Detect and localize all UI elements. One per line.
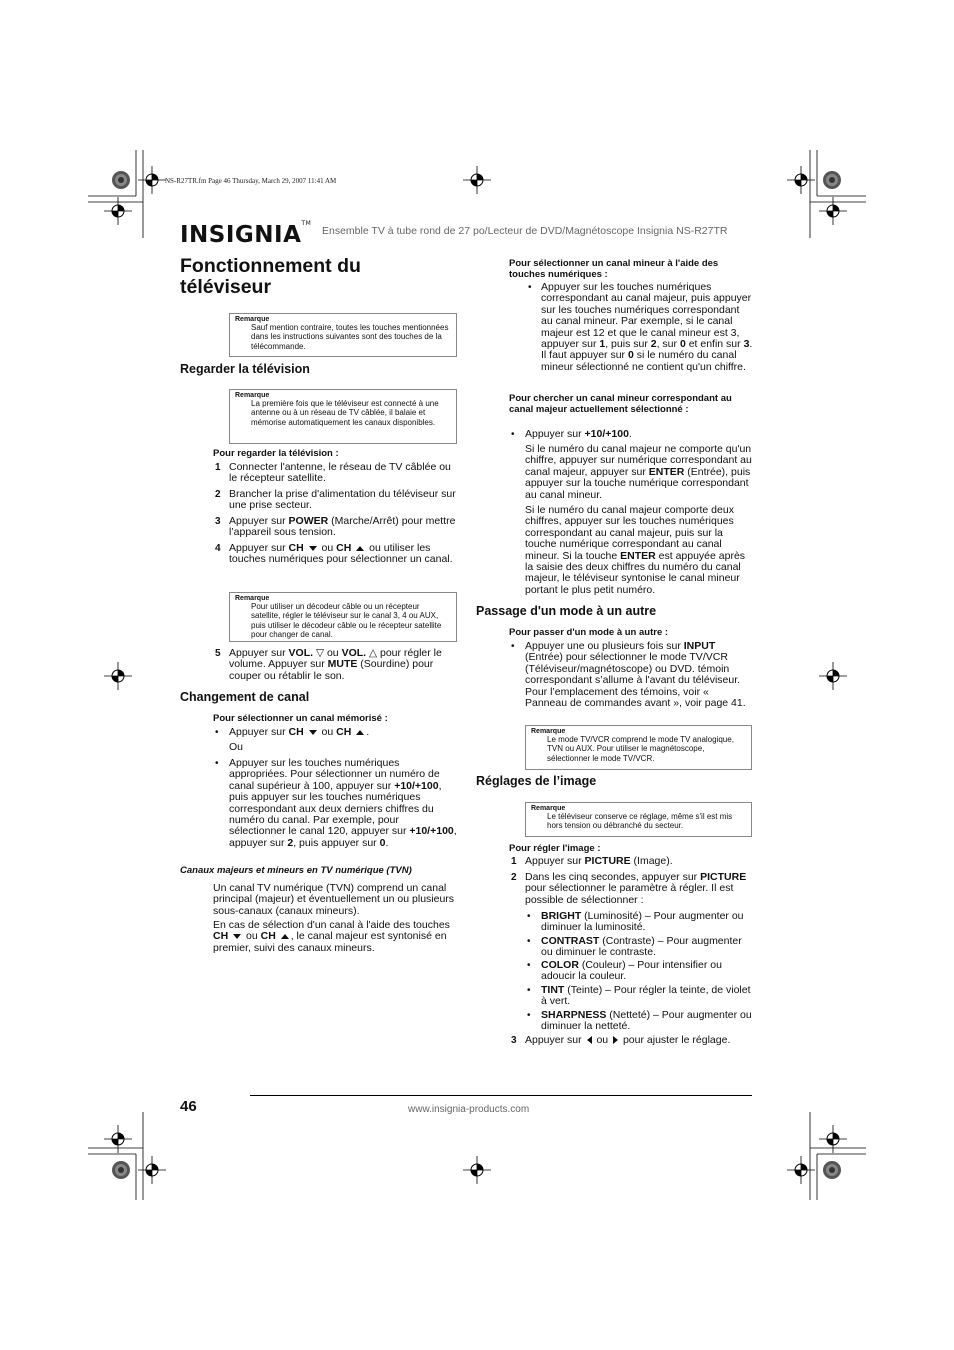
- procedure-heading: Pour sélectionner un canal mémorisé :: [213, 713, 388, 724]
- step-number: 1: [511, 856, 517, 867]
- brand-name: INSIGNIA: [180, 222, 302, 248]
- note-label: Remarque: [235, 392, 270, 399]
- trademark: TM: [301, 220, 312, 227]
- procedure-heading: Pour chercher un canal mineur correspondant au canal majeur actuellement sélectionné :: [509, 393, 732, 415]
- bullet: •: [215, 727, 219, 738]
- bullet-text: COLOR (Couleur) – Pour intensifier ou adoucir la couleur.: [541, 959, 722, 983]
- section-heading: Passage d'un mode à un autre: [476, 604, 657, 618]
- procedure-heading: Pour regarder la télévision :: [213, 448, 339, 459]
- note-text: La première fois que le téléviseur est connecté à une antenne ou à un réseau de TV câblée, il balaie et mémorise automatiquement les canaux disponibles.: [251, 399, 439, 427]
- up-arrow-icon: [356, 546, 364, 551]
- paragraph: En cas de sélection d'un canal à l'aide des touches CH ou CH , le canal majeur est syntonisé en premier, suivi des canaux mineurs.: [213, 919, 450, 954]
- or-text: Ou: [229, 741, 244, 753]
- paragraph: Si le numéro du canal majeur comporte deux chiffres, appuyer sur les touches numériques correspondant au canal majeur, puis sur la touche numérique correspondant au canal mineur. Si la touche ENTER est appuyée après la saisie des deux chiffres du numéro du canal majeur, le téléviseur syntonise le canal mineur portant le plus petit numéro.: [525, 504, 746, 596]
- up-arrow-icon: [281, 934, 289, 939]
- step-text: Appuyer sur CH ou CH ou utiliser les touches numériques pour sélectionner un canal.: [229, 542, 453, 566]
- note-box: [229, 389, 457, 444]
- bullet-text: CONTRAST (Contraste) – Pour augmenter ou diminuer le contraste.: [541, 935, 742, 959]
- bullet: •: [528, 282, 532, 293]
- note-text: Sauf mention contraire, toutes les touches mentionnées dans les instructions suivantes sont des touches de la télécommande.: [251, 323, 449, 351]
- step-text: Connecter l'antenne, le réseau de TV câblée ou le récepteur satellite.: [229, 461, 451, 485]
- bullet: •: [527, 1010, 531, 1021]
- step-number: 1: [215, 462, 221, 473]
- step-text: Appuyer sur POWER (Marche/Arrêt) pour mettre l’appareil sous tension.: [229, 515, 456, 539]
- footer-rule: [250, 1095, 752, 1096]
- footer-url[interactable]: www.insignia-products.com: [408, 1104, 530, 1115]
- down-arrow-icon: [309, 546, 317, 551]
- section-heading: Changement de canal: [180, 690, 310, 704]
- paragraph: Un canal TV numérique (TVN) comprend un canal principal (majeur) et éventuellement un ou plusieurs sous-canaux (canaux mineurs).: [213, 882, 455, 917]
- left-arrow-icon: [587, 1036, 592, 1044]
- note-label: Remarque: [531, 805, 566, 812]
- right-arrow-icon: [613, 1036, 618, 1044]
- note-text: Le mode TV/VCR comprend le mode TV analogique, TVN ou AUX. Pour utiliser le magnétoscope, sélectionner le mode TV/VCR.: [547, 735, 734, 763]
- insignia-logo: [180, 222, 311, 248]
- section-heading: Réglages de l’image: [476, 774, 597, 788]
- note-label: Remarque: [531, 728, 566, 735]
- step-text: Brancher la prise d'alimentation du téléviseur sur une prise secteur.: [229, 488, 456, 512]
- bullet-text: Appuyer une ou plusieurs fois sur INPUT (Entrée) pour sélectionner le mode TV/VCR (Téléviseur/magnétoscope) ou DVD. témoin correspondant s’allume à l'avant du téléviseur. Pour l’emplacement des témoins, voir « Panneau de commandes avant », voir page 41.: [525, 640, 746, 710]
- section-heading: Regarder la télévision: [180, 362, 310, 376]
- bullet-text: Appuyer sur les touches numériques correspondant au canal majeur, puis appuyer sur les touches numériques correspondant au canal mineur. Par exemple, si le canal majeur est 12 et que le canal mineur est 3, appuyer sur 1, puis sur 2, sur 0 et enfin sur 3. Il faut appuyer sur 0 si le numéro du canal mineur sélectionné ne contient qu'un chiffre.: [541, 281, 753, 373]
- note-box: [525, 802, 752, 837]
- note-box: [229, 592, 457, 642]
- step-text: Appuyer sur ou pour ajuster le réglage.: [525, 1034, 731, 1046]
- bullet: •: [527, 911, 531, 922]
- bullet: •: [527, 936, 531, 947]
- step-number: 4: [215, 543, 221, 554]
- step-number: 5: [215, 648, 221, 659]
- step-number: 2: [511, 872, 517, 883]
- bullet: •: [215, 758, 219, 769]
- bullet-text: Appuyer sur +10/+100.: [525, 428, 632, 440]
- step-number: 2: [215, 489, 221, 500]
- procedure-heading: Pour passer d'un mode à un autre :: [509, 627, 669, 638]
- note-text: Le téléviseur conserve ce réglage, même s'il est mis hors tension ou débranché du secteur.: [547, 812, 733, 831]
- step-text: Dans les cinq secondes, appuyer sur PICTURE pour sélectionner le paramètre à régler. Il est possible de sélectionner :: [525, 871, 747, 906]
- bullet-text: SHARPNESS (Netteté) – Pour augmenter ou diminuer la netteté.: [541, 1009, 752, 1033]
- paragraph: Si le numéro du canal majeur ne comporte qu'un chiffre, appuyer sur numérique correspondant au canal majeur, appuyer sur ENTER (Entrée), puis appuyer sur la touche numérique correspondant au canal mineur.: [525, 443, 752, 501]
- note-label: Remarque: [235, 595, 270, 602]
- running-header: Ensemble TV à tube rond de 27 po/Lecteur de DVD/Magnétoscope Insignia NS-R27TR: [322, 225, 728, 237]
- bullet: •: [511, 429, 515, 440]
- procedure-heading: Pour régler l'image :: [509, 843, 601, 854]
- bullet: •: [527, 960, 531, 971]
- down-arrow-icon: [309, 730, 317, 735]
- bullet: •: [511, 641, 515, 652]
- note-label: Remarque: [235, 316, 270, 323]
- file-info-slug: NS-R27TR.fm Page 46 Thursday, March 29, 2007 11:41 AM: [165, 177, 337, 185]
- note-text: Pour utiliser un décodeur câble ou un récepteur satellite, régler le téléviseur sur le canal 3, 4 ou AUX, puis utiliser le décodeur câble ou le récepteur satellite pour changer de canal.: [251, 602, 442, 639]
- step-text: Appuyer sur PICTURE (Image).: [525, 855, 673, 867]
- bullet-text: TINT (Teinte) – Pour régler la teinte, de violet à vert.: [541, 984, 751, 1008]
- bullet-text: Appuyer sur les touches numériques appropriées. Pour sélectionner un numéro de canal supérieur à 100, appuyer sur +10/+100, puis appuyer sur les touches numériques correspondant aux deux derniers chiffres du numéro du canal. Par exemple, pour sélectionner le canal 120, appuyer sur +10/+100, appuyer sur 2, puis appuyer sur 0.: [229, 757, 457, 849]
- up-arrow-icon: [356, 730, 364, 735]
- bullet-text: BRIGHT (Luminosité) – Pour augmenter ou diminuer la luminosité.: [541, 910, 744, 934]
- note-box: [229, 313, 457, 357]
- step-number: 3: [215, 516, 221, 527]
- bullet: •: [527, 985, 531, 996]
- down-arrow-icon: [233, 934, 241, 939]
- page-title: Fonctionnement du téléviseur: [180, 255, 361, 298]
- note-box: [525, 725, 752, 770]
- bullet-text: Appuyer sur CH ou CH .: [229, 726, 370, 738]
- page-number: 46: [180, 1098, 197, 1115]
- italic-subheading: Canaux majeurs et mineurs en TV numérique (TVN): [180, 865, 412, 876]
- step-number: 3: [511, 1035, 517, 1046]
- procedure-heading: Pour sélectionner un canal mineur à l'aide des touches numériques :: [509, 258, 719, 280]
- step-text: Appuyer sur VOL. ▽ ou VOL. △ pour régler le volume. Appuyer sur MUTE (Sourdine) pour couper ou rétablir le son.: [229, 647, 442, 682]
